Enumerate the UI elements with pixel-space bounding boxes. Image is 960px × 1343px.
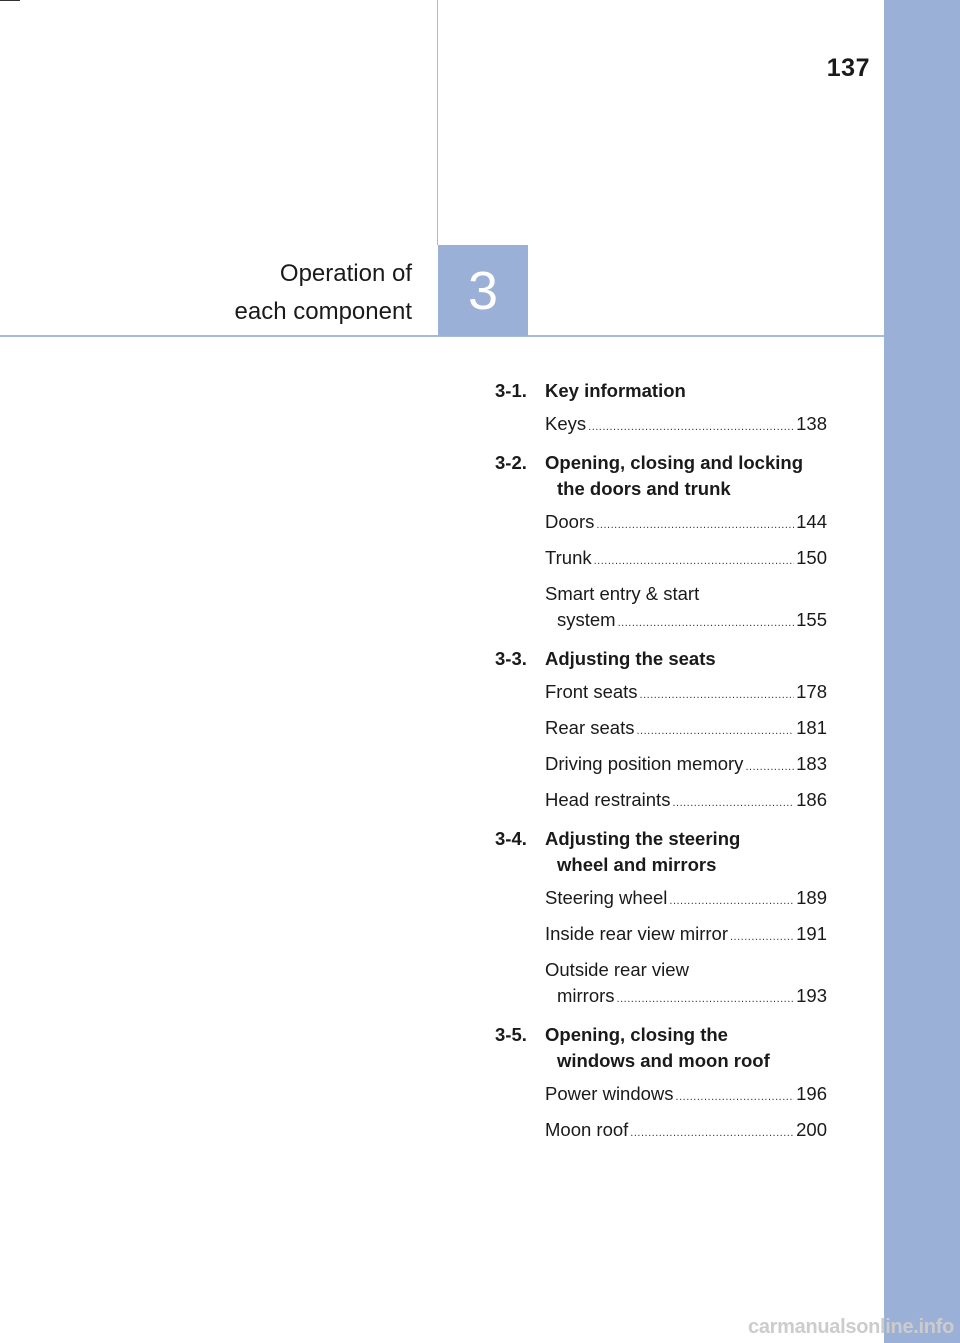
toc-section-number: 3-5. xyxy=(495,1024,527,1045)
section-number-tab xyxy=(438,245,528,336)
toc-section-title: windows and moon roof xyxy=(557,1050,770,1071)
toc-entry-row xyxy=(545,751,827,780)
section-title-line2: each component xyxy=(234,298,412,325)
toc-entry-label: Trunk xyxy=(545,547,592,568)
toc-entry-row xyxy=(545,885,827,914)
toc-entry-page: 183 xyxy=(796,753,827,774)
toc-entry[interactable] xyxy=(545,1117,827,1146)
toc-section-number: 3-3. xyxy=(495,648,527,669)
toc-entry-row xyxy=(545,787,827,816)
toc-entry-label: mirrors xyxy=(557,985,615,1006)
toc-entry-row xyxy=(545,679,827,708)
toc-entry[interactable] xyxy=(545,957,827,1012)
page-number: 137 xyxy=(826,54,870,82)
toc-entry[interactable] xyxy=(545,411,827,440)
toc-entry-label-first-line: Outside rear view xyxy=(545,959,689,980)
toc-entry[interactable] xyxy=(545,509,827,538)
toc-entry-label: Head restraints xyxy=(545,789,671,810)
dot-leader xyxy=(676,1084,795,1110)
dot-leader xyxy=(617,986,795,1012)
dot-leader xyxy=(730,924,794,950)
toc-entry-page: 138 xyxy=(796,413,827,434)
crop-mark-top-left xyxy=(0,0,20,1)
toc-entry-page: 178 xyxy=(796,681,827,702)
toc-entry-label: Moon roof xyxy=(545,1119,629,1140)
toc-entry[interactable] xyxy=(545,581,827,636)
toc-entry-label: Driving position memory xyxy=(545,753,744,774)
toc-section-heading xyxy=(495,450,827,502)
dot-leader xyxy=(745,754,794,780)
toc-entry-row xyxy=(545,607,827,636)
toc-entry-label: Inside rear view mirror xyxy=(545,923,728,944)
toc-section-title: Opening, closing the xyxy=(545,1024,728,1045)
toc-entry-label-first-line: Smart entry & start xyxy=(545,583,700,604)
toc-section-heading xyxy=(495,646,827,672)
toc-section-title: Adjusting the seats xyxy=(545,648,716,669)
toc-entry[interactable] xyxy=(545,751,827,780)
dot-leader xyxy=(588,414,794,440)
section-title-line1: Operation of xyxy=(279,260,412,287)
toc-entry-page: 144 xyxy=(796,511,827,532)
dot-leader xyxy=(669,888,794,914)
toc-entry[interactable] xyxy=(545,885,827,914)
toc-entry[interactable] xyxy=(545,679,827,708)
toc-entry-page: 150 xyxy=(796,547,827,568)
toc-section-title: Key information xyxy=(545,380,686,401)
toc-entry-label: Front seats xyxy=(545,681,638,702)
side-color-band xyxy=(884,0,960,1343)
toc-section-heading xyxy=(495,378,827,404)
dot-leader xyxy=(596,512,794,538)
toc-entry-row xyxy=(545,509,827,538)
toc-section-heading xyxy=(495,826,827,878)
dot-leader xyxy=(594,548,795,574)
toc-section-heading xyxy=(495,1022,827,1074)
dot-leader xyxy=(636,718,794,744)
toc-entry-row xyxy=(545,921,827,950)
toc-entry-row xyxy=(545,545,827,574)
toc-section-number: 3-1. xyxy=(495,380,527,401)
toc-entry-page: 193 xyxy=(796,985,827,1006)
toc-entry-page: 189 xyxy=(796,887,827,908)
toc-entry-label: Keys xyxy=(545,413,587,434)
dot-leader xyxy=(672,790,794,816)
toc-entry-page: 186 xyxy=(796,789,827,810)
toc-section-number: 3-2. xyxy=(495,452,527,473)
table-of-contents xyxy=(495,378,827,1146)
toc-entry-page: 196 xyxy=(796,1083,827,1104)
dot-leader xyxy=(630,1120,794,1146)
toc-entry-label: system xyxy=(557,609,616,630)
toc-entry-row xyxy=(545,983,827,1012)
toc-section-title: the doors and trunk xyxy=(557,478,731,499)
toc-section-title: wheel and mirrors xyxy=(557,854,717,875)
toc-section-title: Adjusting the steering xyxy=(545,828,741,849)
toc-entry-page: 155 xyxy=(796,609,827,630)
toc-entry-row xyxy=(545,1081,827,1110)
toc-entry[interactable] xyxy=(545,1081,827,1110)
toc-entry-label: Doors xyxy=(545,511,595,532)
toc-entry-page: 200 xyxy=(796,1119,827,1140)
toc-entry-row xyxy=(545,715,827,744)
toc-entry[interactable] xyxy=(545,921,827,950)
toc-entry-label: Rear seats xyxy=(545,717,635,738)
toc-entry[interactable] xyxy=(545,545,827,574)
toc-entry[interactable] xyxy=(545,787,827,816)
toc-entry-row xyxy=(545,411,827,440)
dot-leader xyxy=(640,682,795,708)
toc-entry-page: 191 xyxy=(796,923,827,944)
toc-section-title: Opening, closing and locking xyxy=(545,452,803,473)
section-number: 3 xyxy=(467,260,499,321)
toc-entry-label: Steering wheel xyxy=(545,887,668,908)
toc-entry-row xyxy=(545,1117,827,1146)
toc-entry[interactable] xyxy=(545,715,827,744)
dot-leader xyxy=(618,610,795,636)
vertical-divider xyxy=(437,0,438,245)
toc-entry-label: Power windows xyxy=(545,1083,674,1104)
section-title xyxy=(235,255,412,331)
toc-section-number: 3-4. xyxy=(495,828,527,849)
watermark: carmanualsonline.info xyxy=(748,1316,954,1338)
toc-entry-page: 181 xyxy=(796,717,827,738)
